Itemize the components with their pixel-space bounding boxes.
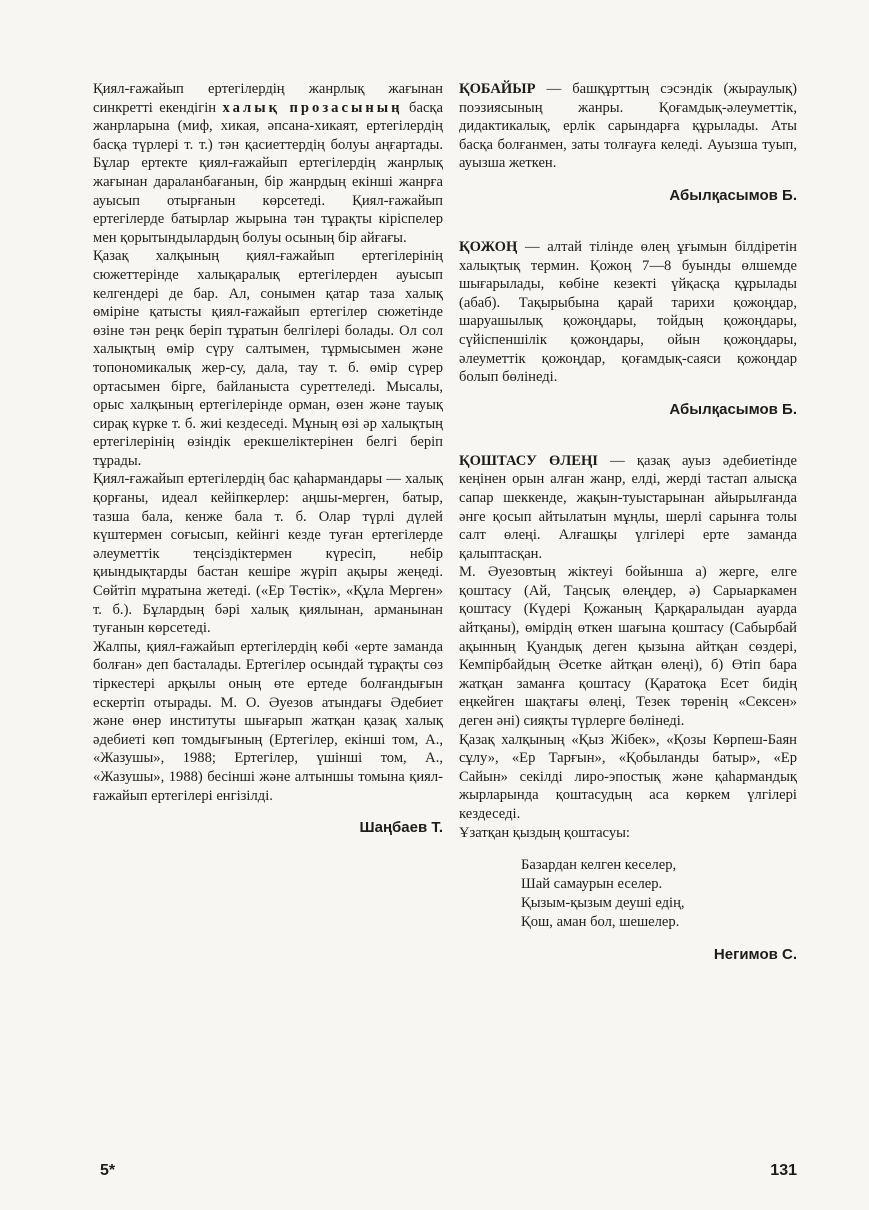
author-signature: Абылқасымов Б. xyxy=(669,400,797,418)
author-signature: Абылқасымов Б. xyxy=(669,186,797,204)
entry-text: — қазақ ауыз әдебиетінде кеңінен орын алған жанр, елді, жерді тастап алысқа сапар шеккенде, жақын-туыстарынан айырылғанда әнге қосып айтылатын мұңлы, шерлі сарынға толы салт өлеңі. Алғашқы үлгілері ерте заманда қалыптасқан. xyxy=(459,452,797,562)
entry-koshtasu-oleni xyxy=(459,452,797,963)
signature-mark: 5* xyxy=(100,1162,116,1179)
left-column xyxy=(93,80,443,836)
right-column xyxy=(459,80,797,963)
entry-kozhon xyxy=(459,238,797,418)
left-paragraph-3: Қиял-ғажайып ертегілердің бас қаһармандары — халық қорғаны, идеал кейіпкерлер: аңшы-мерген, батыр, тазша бала, кенже бала т. б. Олар түрлі дүлей күштермен соғысып, кейінгі кезде туған ертегілерде әлеуметтік теңсіздіктермен күресіп, небір қиындықтарды бастан кешіре жүріп ақыры жеңеді. Сөйтіп мұратына жетеді. («Ер Төстік», «Құла Мерген» т. б.). Бұлардың бәрі халық қиялынан, арманынан туғанын көрсетеді. xyxy=(93,471,443,637)
entry-term: ҚОШТАСУ ӨЛЕҢІ xyxy=(459,452,598,469)
entry-text: — башқұрттың сэсэндік (жыраулық) поэзиясының жанры. Қоғамдық-әлеуметтік, дидактикалық, ерлік сарындарға құрылады. Аты басқа болғанмен, заты толғауға келеді. Ауызша туып, ауызша жеткен. xyxy=(459,81,797,172)
verse-line: Қызым-қызым деуші едің, xyxy=(521,895,685,912)
entry-term: ҚОБАЙЫР xyxy=(459,81,536,97)
entry-kobaiyr xyxy=(459,80,797,204)
entry-text: — алтай тілінде өлең ұғымын білдіретін халықтық термин. Қожоң 7—8 буынды өлшемде шығарылады, көбіне кезекті үйқасқа құрылады (абаб). Тақырыбына қарай тарихи қожоңдар, шаруашылық қожоңдары, тойдың қожоңдары, сүйіспеншілік қожоңдары, ойын қожоңдары, әлеуметтік қожоңдар, қоғамдық-саяси қожоңдар болып бөлінеді. xyxy=(459,238,797,386)
verse-line: Шай самаурын еселер. xyxy=(521,876,663,893)
verse-quote xyxy=(521,856,797,932)
entry-body xyxy=(459,452,797,564)
entry-paragraph: Қазақ халқының «Қыз Жібек», «Қозы Көрпеш-Баян сұлу», «Ер Тарғын», «Қобыланды батыр», «Ер Сайын» секілді лиро-эпостық және қаһармандық жырларында қоштасудың аса көркем үлгілері кездеседі. xyxy=(459,731,797,822)
entry-body xyxy=(459,80,797,173)
author-signature: Шаңбаев Т. xyxy=(359,819,443,837)
entry-body xyxy=(459,238,797,387)
left-paragraph-1 xyxy=(93,80,443,247)
page-number: 131 xyxy=(770,1162,797,1179)
verse-line: Базардан келген кеселер, xyxy=(521,857,677,874)
paragraph-lead: Қиял-ғажайып ертегілердің жанрлық жағынан синкретті екендігін xyxy=(93,81,443,116)
author-signature: Негимов С. xyxy=(713,946,797,964)
left-paragraph-2: Қазақ халқының қиял-ғажайып ертегілерінің сюжеттерінде халықаралық ертегілерден ауысып келгендері де бар. Ал, сонымен қатар таза халық өміріне қатысты қиял-ғажайып ертегілер сюжетінде өзіне тән реңк беріп тұратын белгілері болады. Ол сол халықтың өмір сүру салтымен, тұрмысымен және топономикалық жер-су, дала, тау т. б. өмір сүрер ортасымен бірге, байланыста суреттеледі. Мысалы, орыс халқының ертегілерінде орман, өзен және тауық сирақ күркe т. б. жиі кездеседі. Мұның өзі әр халықтың ертегілерінің өзіндік ерекшеліктерінен белгі беріп тұрады. xyxy=(93,248,443,469)
left-paragraph-4: Жалпы, қиял-ғажайып ертегілердің көбі «ерте заманда болған» деп басталады. Ертегілер осындай тұрақты сөз тіркестері арқылы оның өте ертеде болғандығын ескертіп отырады. М. О. Әуезов атындағы Әдебиет және өнер институты шығарып жатқан қазақ халық әдебиеті көп томдығының (Ертегілер, екінші том, А., «Жазушы», 1988; Ертегілер, үшінші том, А., «Жазушы», 1988) бесінші және алтыншы томына қиял-ғажайып ертегілері енгізілді. xyxy=(93,638,443,804)
spaced-emphasis: халық прозасының xyxy=(222,99,403,116)
entry-paragraph: Ұзатқан қыздың қоштасуы: xyxy=(459,824,630,841)
paragraph-text: басқа жанрларына (миф, хикая, әпсана-хикаят, ертегілердің басқа түрлері т. т.) тән қасиеттердің болуы аңғартады. Бұлар ертекте қиял-ғажайып ертегілердің жанрлық жағынан дараланбағанын, бір жанрдың екінші жанрға ауысып отырғанын көрсетеді. Қиял-ғажайып ертегілерде батырлар жырына тән тұрақты кіріспелер мен қорытындылардың болуы осының бір айғағы. xyxy=(93,99,443,246)
entry-term: ҚОЖОҢ xyxy=(459,238,518,255)
verse-line: Қош, аман бол, шешелер. xyxy=(521,914,680,931)
entry-paragraph: М. Әуезовтың жіктеуі бойынша а) жерге, елге қоштасу (Ай, Таңсық өлеңдер, ә) Сарыаркамен қоштасу (Күдері Қожаның Қарқаралыдан ауарда айтқаны), өмірдің өткен шағына қоштасу (Сабырбай ақынның Қуандық деген қызына айтқан сөздері, Кемпірбайдың Әсетке айтқан өлеңі), б) Өтіп бара жатқан заманға қоштасу (Қаратоқа Есет бидің еңкейген шақтағы өлеңі, Тезек төренің «Сексен» деген әні) сияқты түрлерге бөлінеді. xyxy=(459,564,797,730)
